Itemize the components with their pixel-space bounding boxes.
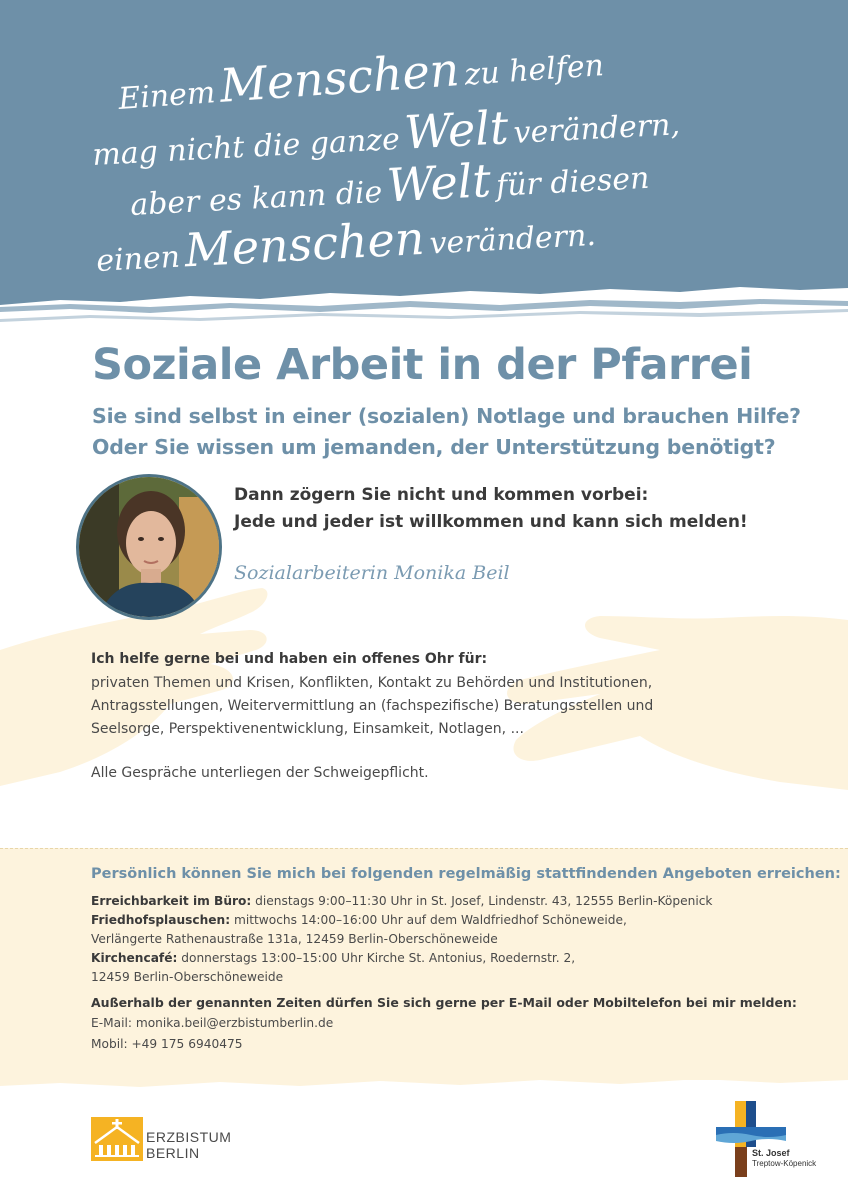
quote-line-4: einen Menschen verändern. xyxy=(95,210,597,279)
st-josef-location: Treptow-Köpenick xyxy=(752,1159,817,1168)
mobile-number[interactable]: Mobil: +49 175 6940475 xyxy=(91,1037,243,1051)
help-line: Antragsstellungen, Weitervermittlung an (fachspezifische) Beratungsstellen und xyxy=(91,698,654,714)
quote-line-1: Einem Menschen zu helfen xyxy=(117,42,606,117)
page-title: Soziale Arbeit in der Pfarrei xyxy=(92,340,753,390)
info-title: Persönlich können Sie mich bei folgenden regelmäßig stattfindenden Angeboten erreichen: xyxy=(91,866,841,882)
quote-text xyxy=(0,0,848,300)
signature: Sozialarbeiterin Monika Beil xyxy=(234,562,510,584)
st-josef-name: St. Josef xyxy=(752,1148,790,1158)
erzbistum-logo-line-1: ERZBISTUM xyxy=(146,1129,232,1145)
erzbistum-logo-icon xyxy=(91,1117,143,1161)
help-heading: Ich helfe gerne bei und haben ein offenes Ohr für: xyxy=(91,651,488,667)
contact-heading: Außerhalb der genannten Zeiten dürfen Sie sich gerne per E-Mail oder Mobiltelefon bei mir melden: xyxy=(91,995,797,1010)
quote-banner xyxy=(0,0,848,330)
erzbistum-logo-line-2: BERLIN xyxy=(146,1145,200,1161)
intro-line-1: Dann zögern Sie nicht und kommen vorbei: xyxy=(234,485,649,505)
cemetery-chat: Friedhofsplauschen: mittwochs 14:00–16:00 Uhr auf dem Waldfriedhof Schöneweide, xyxy=(91,913,627,927)
office-hours: Erreichbarkeit im Büro: dienstags 9:00–11:30 Uhr in St. Josef, Lindenstr. 43, 12555 Berlin-Köpenick xyxy=(91,894,713,908)
info-divider xyxy=(0,848,848,849)
help-line: Seelsorge, Perspektivenentwicklung, Einsamkeit, Notlagen, ... xyxy=(91,721,524,737)
subtitle-line-1: Sie sind selbst in einer (sozialen) Notlage und brauchen Hilfe? xyxy=(92,404,801,428)
info-bottom-edge xyxy=(0,1070,848,1094)
help-line: privaten Themen und Krisen, Konflikten, Kontakt zu Behörden und Institutionen, xyxy=(91,675,653,691)
church-cafe: Kirchencafé: donnerstags 13:00–15:00 Uhr Kirche St. Antonius, Roedernstr. 2, xyxy=(91,951,576,965)
subtitle-line-2: Oder Sie wissen um jemanden, der Unterstützung benötigt? xyxy=(92,435,776,459)
confidentiality-note: Alle Gespräche unterliegen der Schweigepflicht. xyxy=(91,765,429,781)
intro-line-2: Jede und jeder ist willkommen und kann sich melden! xyxy=(234,512,748,532)
email-link[interactable]: E-Mail: monika.beil@erzbistumberlin.de xyxy=(91,1016,334,1030)
portrait-photo xyxy=(76,474,222,620)
church-cafe-address: 12459 Berlin-Oberschöneweide xyxy=(91,970,284,984)
quote-line-3: aber es kann die Welt für diesen xyxy=(129,153,651,223)
cemetery-address: Verlängerte Rathenaustraße 131a, 12459 Berlin-Oberschöneweide xyxy=(91,932,498,946)
quote-line-2: mag nicht die ganze Welt verändern, xyxy=(91,100,681,173)
